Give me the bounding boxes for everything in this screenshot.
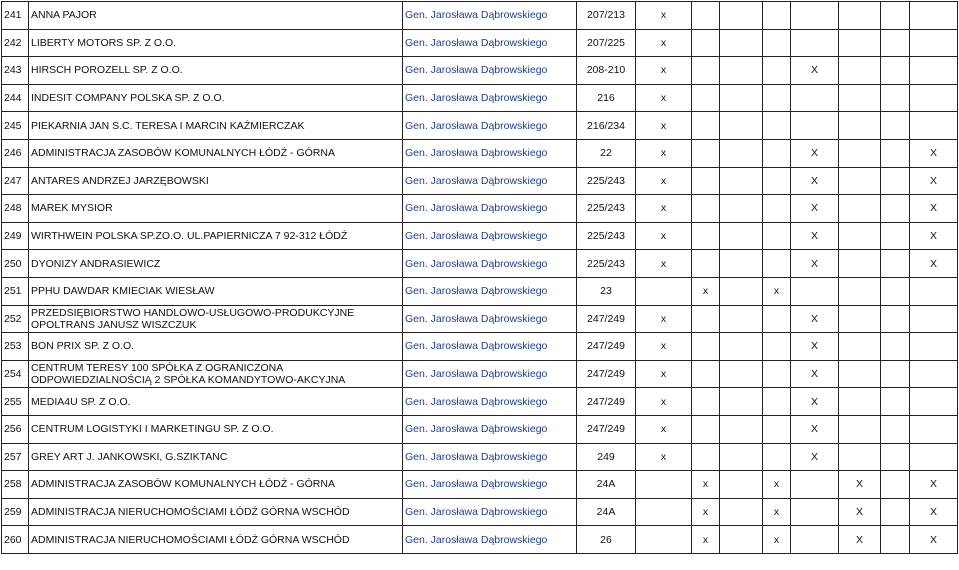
mark-cell-5 <box>791 526 839 554</box>
mark-cell-8 <box>910 112 958 140</box>
building-number: 207/225 <box>577 29 636 57</box>
row-number: 258 <box>2 471 29 499</box>
mark-cell-5 <box>791 84 839 112</box>
mark-cell-2 <box>692 2 720 30</box>
mark-cell-8: X <box>910 526 958 554</box>
mark-cell-4 <box>763 333 791 361</box>
mark-cell-6 <box>839 195 881 223</box>
mark-cell-1 <box>636 498 692 526</box>
mark-cell-3 <box>720 388 763 416</box>
mark-cell-2 <box>692 415 720 443</box>
building-number: 247/249 <box>577 305 636 333</box>
mark-cell-2 <box>692 305 720 333</box>
mark-cell-2 <box>692 388 720 416</box>
mark-cell-3 <box>720 112 763 140</box>
entity-name: ADMINISTRACJA NIERUCHOMOŚCIAMI ŁÓDŹ GÓRNA WSCHÓD <box>29 498 403 526</box>
mark-cell-1 <box>636 471 692 499</box>
table-row <box>2 498 958 526</box>
mark-cell-7 <box>881 222 910 250</box>
mark-cell-6 <box>839 2 881 30</box>
mark-cell-3 <box>720 2 763 30</box>
street-name: Gen. Jarosława Dąbrowskiego <box>403 360 577 388</box>
table-row <box>2 222 958 250</box>
mark-cell-8: X <box>910 498 958 526</box>
street-name: Gen. Jarosława Dąbrowskiego <box>403 139 577 167</box>
building-number: 225/243 <box>577 250 636 278</box>
mark-cell-6 <box>839 167 881 195</box>
building-number: 23 <box>577 277 636 305</box>
building-number: 207/213 <box>577 2 636 30</box>
mark-cell-6 <box>839 222 881 250</box>
mark-cell-6: X <box>839 471 881 499</box>
street-name: Gen. Jarosława Dąbrowskiego <box>403 305 577 333</box>
mark-cell-6: X <box>839 498 881 526</box>
mark-cell-1: x <box>636 305 692 333</box>
street-name: Gen. Jarosława Dąbrowskiego <box>403 443 577 471</box>
street-name: Gen. Jarosława Dąbrowskiego <box>403 277 577 305</box>
mark-cell-5: X <box>791 57 839 85</box>
mark-cell-5: X <box>791 167 839 195</box>
mark-cell-8 <box>910 2 958 30</box>
mark-cell-5 <box>791 2 839 30</box>
row-number: 251 <box>2 277 29 305</box>
table-row <box>2 195 958 223</box>
mark-cell-7 <box>881 2 910 30</box>
mark-cell-8 <box>910 84 958 112</box>
mark-cell-3 <box>720 415 763 443</box>
mark-cell-6 <box>839 388 881 416</box>
mark-cell-3 <box>720 498 763 526</box>
mark-cell-7 <box>881 360 910 388</box>
mark-cell-5 <box>791 471 839 499</box>
building-number: 24A <box>577 498 636 526</box>
mark-cell-4 <box>763 305 791 333</box>
mark-cell-4 <box>763 167 791 195</box>
mark-cell-3 <box>720 333 763 361</box>
building-number: 249 <box>577 443 636 471</box>
mark-cell-5: X <box>791 139 839 167</box>
building-number: 247/249 <box>577 333 636 361</box>
entity-name: MEDIA4U SP. Z O.O. <box>29 388 403 416</box>
mark-cell-6 <box>839 250 881 278</box>
entity-name: GREY ART J. JANKOWSKI, G.SZIKTANC <box>29 443 403 471</box>
table-row <box>2 57 958 85</box>
mark-cell-8: X <box>910 471 958 499</box>
building-number: 225/243 <box>577 167 636 195</box>
mark-cell-8: X <box>910 139 958 167</box>
mark-cell-4 <box>763 29 791 57</box>
mark-cell-2: x <box>692 498 720 526</box>
mark-cell-8 <box>910 388 958 416</box>
mark-cell-5: X <box>791 360 839 388</box>
table-body <box>2 2 958 554</box>
mark-cell-4 <box>763 415 791 443</box>
building-number: 24A <box>577 471 636 499</box>
mark-cell-7 <box>881 443 910 471</box>
mark-cell-1: x <box>636 57 692 85</box>
mark-cell-4: x <box>763 526 791 554</box>
row-number: 257 <box>2 443 29 471</box>
entity-name: MAREK MYSIOR <box>29 195 403 223</box>
mark-cell-3 <box>720 57 763 85</box>
mark-cell-3 <box>720 526 763 554</box>
row-number: 250 <box>2 250 29 278</box>
table-row <box>2 112 958 140</box>
row-number: 245 <box>2 112 29 140</box>
mark-cell-6 <box>839 277 881 305</box>
mark-cell-2 <box>692 443 720 471</box>
entity-name: CENTRUM LOGISTYKI I MARKETINGU SP. Z O.O. <box>29 415 403 443</box>
mark-cell-7 <box>881 277 910 305</box>
entity-name: DYONIZY ANDRASIEWICZ <box>29 250 403 278</box>
mark-cell-5: X <box>791 222 839 250</box>
mark-cell-1 <box>636 526 692 554</box>
mark-cell-1: x <box>636 167 692 195</box>
row-number: 255 <box>2 388 29 416</box>
entity-name: PIEKARNIA JAN S.C. TERESA I MARCIN KAŹMIERCZAK <box>29 112 403 140</box>
mark-cell-5 <box>791 112 839 140</box>
mark-cell-4: x <box>763 277 791 305</box>
table-row <box>2 84 958 112</box>
mark-cell-2 <box>692 57 720 85</box>
mark-cell-8 <box>910 305 958 333</box>
mark-cell-1 <box>636 277 692 305</box>
mark-cell-4 <box>763 443 791 471</box>
mark-cell-1: x <box>636 333 692 361</box>
row-number: 242 <box>2 29 29 57</box>
table-row <box>2 443 958 471</box>
mark-cell-2 <box>692 167 720 195</box>
row-number: 244 <box>2 84 29 112</box>
mark-cell-8 <box>910 333 958 361</box>
mark-cell-6 <box>839 443 881 471</box>
mark-cell-1: x <box>636 250 692 278</box>
row-number: 252 <box>2 305 29 333</box>
mark-cell-1: x <box>636 388 692 416</box>
table-row <box>2 167 958 195</box>
row-number: 259 <box>2 498 29 526</box>
row-number: 247 <box>2 167 29 195</box>
table-row <box>2 2 958 30</box>
mark-cell-7 <box>881 388 910 416</box>
entity-name: ADMINISTRACJA ZASOBÓW KOMUNALNYCH ŁÓDŹ - GÓRNA <box>29 471 403 499</box>
mark-cell-5: X <box>791 305 839 333</box>
mark-cell-3 <box>720 250 763 278</box>
mark-cell-8 <box>910 415 958 443</box>
table-row <box>2 250 958 278</box>
table-row <box>2 139 958 167</box>
mark-cell-4 <box>763 195 791 223</box>
mark-cell-1: x <box>636 360 692 388</box>
entity-name: ANNA PAJOR <box>29 2 403 30</box>
mark-cell-2: x <box>692 277 720 305</box>
mark-cell-3 <box>720 443 763 471</box>
row-number: 243 <box>2 57 29 85</box>
mark-cell-5: X <box>791 388 839 416</box>
mark-cell-1: x <box>636 112 692 140</box>
entity-name: PPHU DAWDAR KMIECIAK WIESŁAW <box>29 277 403 305</box>
entity-name: PRZEDSIĘBIORSTWO HANDLOWO-USŁUGOWO-PRODUKCYJNE OPOLTRANS JANUSZ WISZCZUK <box>29 305 403 333</box>
mark-cell-3 <box>720 471 763 499</box>
mark-cell-2 <box>692 84 720 112</box>
mark-cell-2 <box>692 29 720 57</box>
building-number: 216 <box>577 84 636 112</box>
mark-cell-7 <box>881 250 910 278</box>
entity-name: BON PRIX SP. Z O.O. <box>29 333 403 361</box>
street-name: Gen. Jarosława Dąbrowskiego <box>403 167 577 195</box>
entity-name: WIRTHWEIN POLSKA SP.ZO.O. UL.PAPIERNICZA 7 92-312 ŁÓDŹ <box>29 222 403 250</box>
mark-cell-7 <box>881 526 910 554</box>
mark-cell-6 <box>839 333 881 361</box>
mark-cell-2 <box>692 139 720 167</box>
mark-cell-4 <box>763 222 791 250</box>
building-number: 247/249 <box>577 360 636 388</box>
mark-cell-3 <box>720 84 763 112</box>
table-row <box>2 277 958 305</box>
mark-cell-6 <box>839 360 881 388</box>
street-name: Gen. Jarosława Dąbrowskiego <box>403 333 577 361</box>
mark-cell-6: X <box>839 526 881 554</box>
table-row <box>2 333 958 361</box>
table-row <box>2 305 958 333</box>
mark-cell-4: x <box>763 471 791 499</box>
mark-cell-7 <box>881 333 910 361</box>
table-row <box>2 526 958 554</box>
row-number: 253 <box>2 333 29 361</box>
street-name: Gen. Jarosława Dąbrowskiego <box>403 29 577 57</box>
building-number: 22 <box>577 139 636 167</box>
street-name: Gen. Jarosława Dąbrowskiego <box>403 526 577 554</box>
street-name: Gen. Jarosława Dąbrowskiego <box>403 195 577 223</box>
mark-cell-8 <box>910 277 958 305</box>
mark-cell-7 <box>881 112 910 140</box>
mark-cell-2 <box>692 250 720 278</box>
mark-cell-1: x <box>636 29 692 57</box>
table-row <box>2 388 958 416</box>
mark-cell-3 <box>720 222 763 250</box>
row-number: 241 <box>2 2 29 30</box>
street-name: Gen. Jarosława Dąbrowskiego <box>403 415 577 443</box>
mark-cell-7 <box>881 139 910 167</box>
row-number: 248 <box>2 195 29 223</box>
building-number: 216/234 <box>577 112 636 140</box>
mark-cell-7 <box>881 415 910 443</box>
street-name: Gen. Jarosława Dąbrowskiego <box>403 250 577 278</box>
mark-cell-6 <box>839 57 881 85</box>
mark-cell-7 <box>881 29 910 57</box>
row-number: 254 <box>2 360 29 388</box>
mark-cell-1: x <box>636 443 692 471</box>
mark-cell-4 <box>763 388 791 416</box>
mark-cell-8 <box>910 360 958 388</box>
mark-cell-6 <box>839 112 881 140</box>
mark-cell-4 <box>763 84 791 112</box>
street-name: Gen. Jarosława Dąbrowskiego <box>403 57 577 85</box>
mark-cell-3 <box>720 29 763 57</box>
mark-cell-3 <box>720 277 763 305</box>
mark-cell-8: X <box>910 195 958 223</box>
mark-cell-3 <box>720 167 763 195</box>
mark-cell-1: x <box>636 84 692 112</box>
mark-cell-2 <box>692 333 720 361</box>
mark-cell-3 <box>720 139 763 167</box>
building-number: 225/243 <box>577 195 636 223</box>
entity-name: LIBERTY MOTORS SP. Z O.O. <box>29 29 403 57</box>
mark-cell-3 <box>720 360 763 388</box>
mark-cell-2 <box>692 360 720 388</box>
mark-cell-6 <box>839 305 881 333</box>
mark-cell-2 <box>692 112 720 140</box>
building-number: 26 <box>577 526 636 554</box>
building-number: 247/249 <box>577 415 636 443</box>
mark-cell-2 <box>692 195 720 223</box>
mark-cell-6 <box>839 84 881 112</box>
mark-cell-5 <box>791 498 839 526</box>
mark-cell-1: x <box>636 222 692 250</box>
row-number: 256 <box>2 415 29 443</box>
entity-name: HIRSCH POROZELL SP. Z O.O. <box>29 57 403 85</box>
mark-cell-4 <box>763 112 791 140</box>
mark-cell-8: X <box>910 222 958 250</box>
table-row <box>2 29 958 57</box>
building-number: 247/249 <box>577 388 636 416</box>
mark-cell-7 <box>881 195 910 223</box>
mark-cell-2: x <box>692 471 720 499</box>
mark-cell-5: X <box>791 333 839 361</box>
table-row <box>2 415 958 443</box>
mark-cell-6 <box>839 29 881 57</box>
street-name: Gen. Jarosława Dąbrowskiego <box>403 498 577 526</box>
mark-cell-5 <box>791 277 839 305</box>
mark-cell-8: X <box>910 167 958 195</box>
row-number: 260 <box>2 526 29 554</box>
table-row <box>2 471 958 499</box>
mark-cell-3 <box>720 305 763 333</box>
mark-cell-4: x <box>763 498 791 526</box>
row-number: 246 <box>2 139 29 167</box>
mark-cell-7 <box>881 167 910 195</box>
street-name: Gen. Jarosława Dąbrowskiego <box>403 2 577 30</box>
mark-cell-4 <box>763 2 791 30</box>
mark-cell-5: X <box>791 415 839 443</box>
mark-cell-8 <box>910 29 958 57</box>
mark-cell-8: X <box>910 250 958 278</box>
mark-cell-4 <box>763 139 791 167</box>
mark-cell-7 <box>881 498 910 526</box>
row-number: 249 <box>2 222 29 250</box>
mark-cell-8 <box>910 57 958 85</box>
mark-cell-1: x <box>636 195 692 223</box>
street-name: Gen. Jarosława Dąbrowskiego <box>403 471 577 499</box>
register-table <box>1 1 958 554</box>
mark-cell-7 <box>881 57 910 85</box>
mark-cell-7 <box>881 305 910 333</box>
street-name: Gen. Jarosława Dąbrowskiego <box>403 222 577 250</box>
mark-cell-8 <box>910 443 958 471</box>
mark-cell-4 <box>763 250 791 278</box>
street-name: Gen. Jarosława Dąbrowskiego <box>403 84 577 112</box>
mark-cell-7 <box>881 84 910 112</box>
building-number: 225/243 <box>577 222 636 250</box>
mark-cell-1: x <box>636 415 692 443</box>
mark-cell-5: X <box>791 250 839 278</box>
street-name: Gen. Jarosława Dąbrowskiego <box>403 388 577 416</box>
entity-name: ADMINISTRACJA NIERUCHOMOŚCIAMI ŁÓDŹ GÓRNA WSCHÓD <box>29 526 403 554</box>
entity-name: ADMINISTRACJA ZASOBÓW KOMUNALNYCH ŁÓDŹ - GÓRNA <box>29 139 403 167</box>
entity-name: INDESIT COMPANY POLSKA SP. Z O.O. <box>29 84 403 112</box>
table-row <box>2 360 958 388</box>
mark-cell-3 <box>720 195 763 223</box>
mark-cell-4 <box>763 57 791 85</box>
mark-cell-2 <box>692 222 720 250</box>
mark-cell-5: X <box>791 443 839 471</box>
entity-name: ANTARES ANDRZEJ JARZĘBOWSKI <box>29 167 403 195</box>
mark-cell-2: x <box>692 526 720 554</box>
mark-cell-7 <box>881 471 910 499</box>
mark-cell-1: x <box>636 2 692 30</box>
mark-cell-6 <box>839 415 881 443</box>
street-name: Gen. Jarosława Dąbrowskiego <box>403 112 577 140</box>
mark-cell-1: x <box>636 139 692 167</box>
mark-cell-5 <box>791 29 839 57</box>
building-number: 208-210 <box>577 57 636 85</box>
entity-name: CENTRUM TERESY 100 SPÓŁKA Z OGRANICZONA ODPOWIEDZIALNOŚCIĄ 2 SPÓŁKA KOMANDYTOWO-AKCYJNA <box>29 360 403 388</box>
mark-cell-5: X <box>791 195 839 223</box>
mark-cell-4 <box>763 360 791 388</box>
mark-cell-6 <box>839 139 881 167</box>
